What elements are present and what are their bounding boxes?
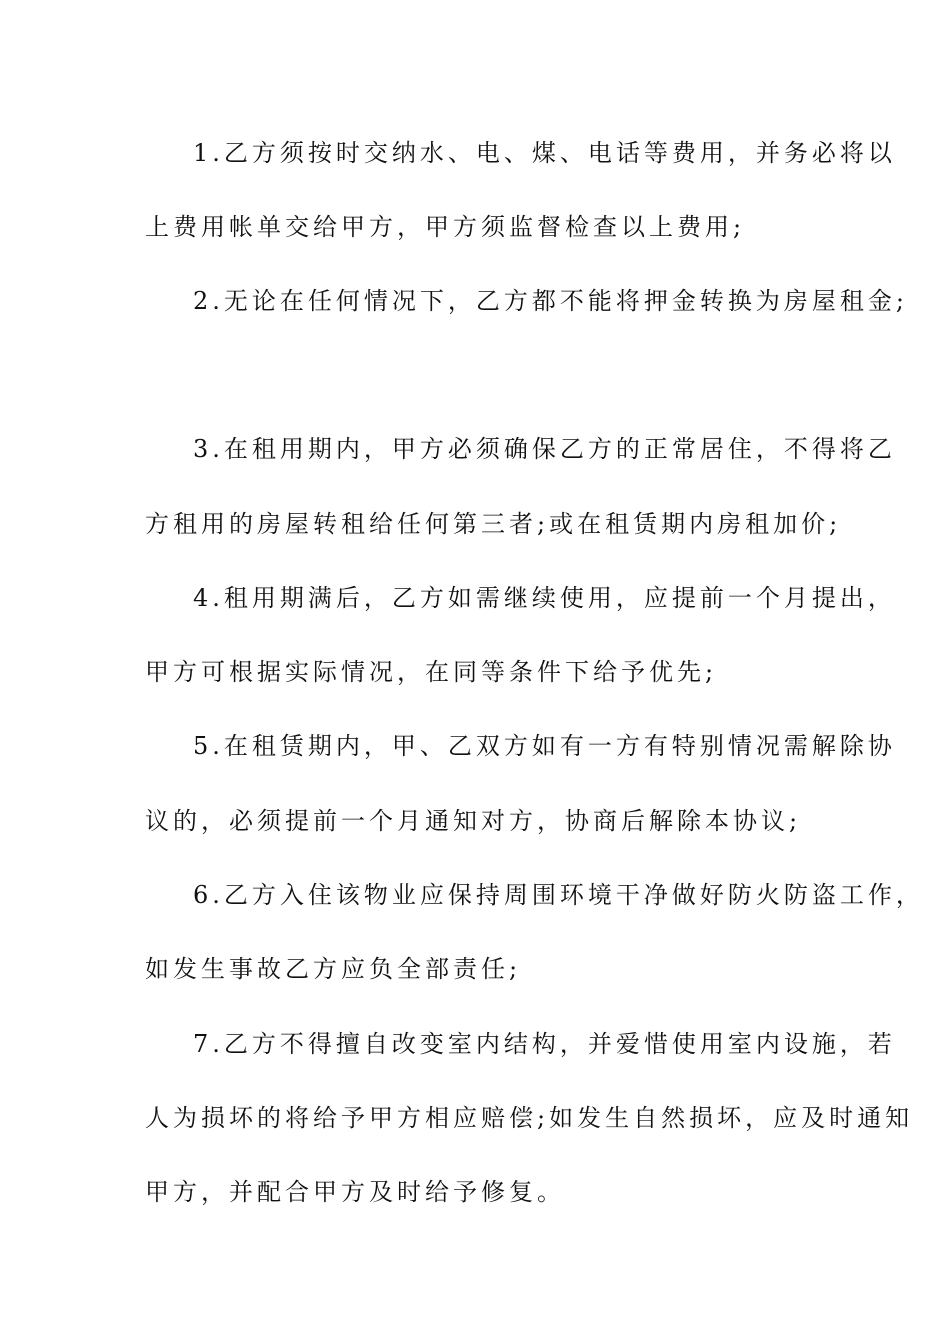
clause-2-line-1: 2.无论在任何情况下，乙方都不能将押金转换为房屋租金; xyxy=(193,287,908,315)
clause-7-line-1: 7.乙方不得擅自改变室内结构，并爱惜使用室内设施，若 xyxy=(193,1030,896,1058)
clause-5-line-2: 议的，必须提前一个月通知对方，协商后解除本协议; xyxy=(145,807,802,835)
clause-7-line-2: 人为损坏的将给予甲方相应赔偿;如发生自然损坏，应及时通知 xyxy=(145,1104,914,1132)
clause-4-line-2: 甲方可根据实际情况，在同等条件下给予优先; xyxy=(145,658,718,686)
clause-7-line-3: 甲方，并配合甲方及时给予修复。 xyxy=(145,1178,565,1206)
clause-5-line-1: 5.在租赁期内，甲、乙双方如有一方有特别情况需解除协 xyxy=(193,732,896,760)
clause-1-line-1: 1.乙方须按时交纳水、电、煤、电话等费用，并务必将以 xyxy=(193,139,896,167)
clause-3-line-2: 方租用的房屋转租给任何第三者;或在租赁期内房租加价; xyxy=(145,510,842,538)
clause-6-line-1: 6.乙方入住该物业应保持周围环境干净做好防火防盗工作， xyxy=(193,881,924,909)
clause-3-line-1: 3.在租用期内，甲方必须确保乙方的正常居住，不得将乙 xyxy=(193,435,896,463)
clause-1-line-2: 上费用帐单交给甲方，甲方须监督检查以上费用; xyxy=(145,213,746,241)
clause-6-line-2: 如发生事故乙方应负全部责任; xyxy=(145,955,522,983)
clause-4-line-1: 4.租用期满后，乙方如需继续使用，应提前一个月提出， xyxy=(193,584,896,612)
